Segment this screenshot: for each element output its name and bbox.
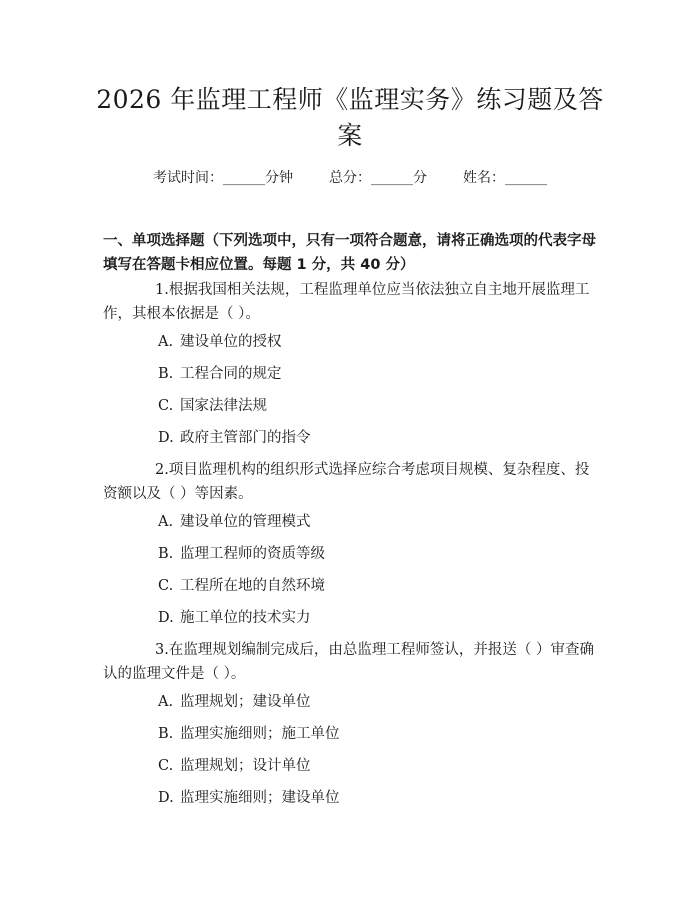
question-2-option-d bbox=[158, 608, 311, 628]
option-text: 国家法律法规 bbox=[180, 398, 267, 414]
question-2 bbox=[103, 458, 599, 506]
question-2-option-a bbox=[158, 512, 311, 532]
question-2-option-b bbox=[158, 544, 325, 564]
question-stem: 在监理规划编制完成后，由总监理工程师签认，并报送（ ）审查确认的监理文件是（ ）。 bbox=[103, 642, 594, 682]
option-text: 建设单位的管理模式 bbox=[180, 514, 311, 530]
question-2-option-c bbox=[158, 576, 325, 596]
option-letter: B. bbox=[158, 546, 174, 562]
option-letter: A. bbox=[158, 334, 174, 350]
option-text: 监理实施细则；建设单位 bbox=[180, 790, 340, 806]
option-text: 监理工程师的资质等级 bbox=[180, 546, 325, 562]
student-name-field: 姓名：______ bbox=[463, 170, 547, 186]
exam-time-field: 考试时间：______分钟 bbox=[153, 170, 293, 186]
question-3-option-a bbox=[158, 692, 311, 712]
question-3 bbox=[103, 638, 599, 686]
option-letter: C. bbox=[158, 758, 174, 774]
option-letter: D. bbox=[158, 790, 174, 806]
option-letter: A. bbox=[158, 694, 174, 710]
option-letter: A. bbox=[158, 514, 174, 530]
question-3-option-b bbox=[158, 724, 340, 744]
option-text: 工程合同的规定 bbox=[180, 366, 282, 382]
option-text: 监理规划；建设单位 bbox=[180, 694, 311, 710]
option-text: 监理实施细则；施工单位 bbox=[180, 726, 340, 742]
option-text: 施工单位的技术实力 bbox=[180, 610, 311, 626]
question-number: 1. bbox=[155, 282, 169, 298]
question-1 bbox=[103, 278, 599, 326]
option-text: 监理规划；设计单位 bbox=[180, 758, 311, 774]
document-title: 2026 年监理工程师《监理实务》练习题及答案 bbox=[96, 85, 604, 150]
question-stem: 根据我国相关法规，工程监理单位应当依法独立自主地开展监理工作，其根本依据是（ ）。 bbox=[103, 282, 590, 322]
option-letter: D. bbox=[158, 610, 174, 626]
question-1-option-b bbox=[158, 364, 282, 384]
total-score-field: 总分：______分 bbox=[329, 170, 427, 186]
question-3-option-d bbox=[158, 788, 340, 808]
question-3-option-c bbox=[158, 756, 311, 776]
option-letter: D. bbox=[158, 430, 174, 446]
option-letter: C. bbox=[158, 398, 174, 414]
option-text: 工程所在地的自然环境 bbox=[180, 578, 325, 594]
section-heading: 一、单项选择题（下列选项中，只有一项符合题意，请将正确选项的代表字母填写在答题卡相应位置。每题 1 分，共 40 分） bbox=[103, 233, 596, 273]
question-number: 3. bbox=[155, 642, 169, 658]
question-1-option-c bbox=[158, 396, 267, 416]
question-1-option-d bbox=[158, 428, 311, 448]
question-1-option-a bbox=[158, 332, 282, 352]
option-letter: B. bbox=[158, 366, 174, 382]
exam-info-line bbox=[0, 168, 700, 188]
question-stem: 项目监理机构的组织形式选择应综合考虑项目规模、复杂程度、投资额以及（ ）等因素。 bbox=[103, 462, 590, 502]
option-text: 建设单位的授权 bbox=[180, 334, 282, 350]
question-number: 2. bbox=[155, 462, 169, 478]
option-letter: C. bbox=[158, 578, 174, 594]
option-letter: B. bbox=[158, 726, 174, 742]
option-text: 政府主管部门的指令 bbox=[180, 430, 311, 446]
